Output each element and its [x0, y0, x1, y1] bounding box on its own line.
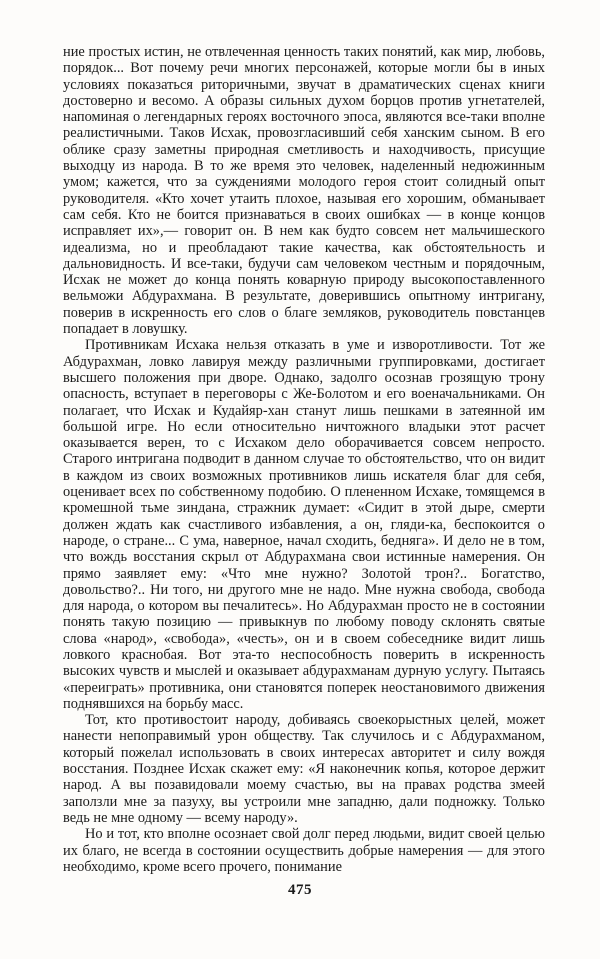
page-number: 475: [288, 882, 312, 898]
paragraph: Противникам Исхака нельзя отказать в уме и изворотливости. Тот же Абдурахман, ловко лавируя между различными группировками, достигает высшего положения при дворе. Однако, задолго осознав грозящую трону опасность, вступает в переговоры с Же-Болотом и его военачальниками. Он полагает, что Исхак и Кудайяр-хан станут лишь пешками в затеянной им большой игре. Но если относительно ничтожного владыки этот расчет оказывается верен, то с Исхаком дело оборачивается совсем непросто. Старого интригана подводит в данном случае то обстоятельство, что он видит в каждом из своих возможных противников лишь искателя благ для себя, оценивает всех по собственному подобию. О плененном Исхаке, томящемся в кромешной тьме зиндана, стражник думает: «Сидит в этой дыре, смерти должен ждать как счастливого избавления, а он, гляди-ка, беспокоится о народе, о стране... С ума, наверное, начал сходить, бедняга». И дело не в том, что вождь восстания скрыл от Абдурахмана свои истинные намерения. Он прямо заявляет ему: «Что мне нужно? Золотой трон?.. Богатство, довольство?.. Ни того, ни другого мне не надо. Мне нужна свобода, свобода для народа, о котором вы печалитесь». Но Абдурахман просто не в состоянии понять такую позицию — привыкнув по любому поводу склонять святые слова «народ», «свобода», «честь», он и в своем собеседнике видит лишь ловкого краснобая. Вот эта-то неспособность поверить в искренность высоких чувств и мыслей и оказывает абдурахманам дурную услугу. Пытаясь «переиграть» противника, они становятся поперек неостановимого движения поднявшихся на борьбу масс.: [63, 337, 545, 712]
page-body: [63, 44, 545, 875]
paragraph: ние простых истин, не отвлеченная ценность таких понятий, как мир, любовь, порядок... Вот почему речи многих персонажей, которые могли бы в иных условиях показаться риторичными, звучат в драматических сценах книги достоверно и весомо. А образы сильных духом борцов против угнетателей, напоминая о легендарных героях восточного эпоса, являются все-таки вполне реалистичными. Таков Исхак, провозгласивший себя ханским сыном. В его облике сразу заметны природная сметливость и находчивость, присущие выходцу из народа. В то же время это человек, наделенный недюжинным умом; кажется, что за суждениями молодого героя стоит солидный опыт руководителя. «Кто хочет утаить плохое, называя его хорошим, обманывает сам себя. Кто не боится признаваться в своих ошибках — в конце концов исправляет их»,— говорит он. В нем как будто совсем нет мальчишеского идеализма, но и преобладают такие качества, как обстоятельность и дальновидность. И все-таки, будучи сам человеком честным и порядочным, Исхак не может до конца понять коварную природу высокопоставленного вельможи Абдурахмана. В результате, доверившись опытному интригану, поверив в искренность его слов о благе земляков, руководитель повстанцев попадает в ловушку.: [63, 44, 545, 338]
paragraph: Но и тот, кто вполне осознает свой долг перед людьми, видит своей целью их благо, не всегда в состоянии осуществить добрые намерения — для этого необходимо, кроме всего прочего, понимание: [63, 826, 545, 875]
paragraph: Тот, кто противостоит народу, добиваясь своекорыстных целей, может нанести непоправимый урон обществу. Так случилось и с Абдурахманом, который пожелал использовать в своих интересах авторитет и силу вождя восстания. Позднее Исхак скажет ему: «Я наконечник копья, которое держит народ. А вы позавидовали моему счастью, вы на правах родства змеей заползли мне за пазуху, вы устроили мне западню, дали подножку. Только ведь не мне одному — всему народу».: [63, 712, 545, 826]
